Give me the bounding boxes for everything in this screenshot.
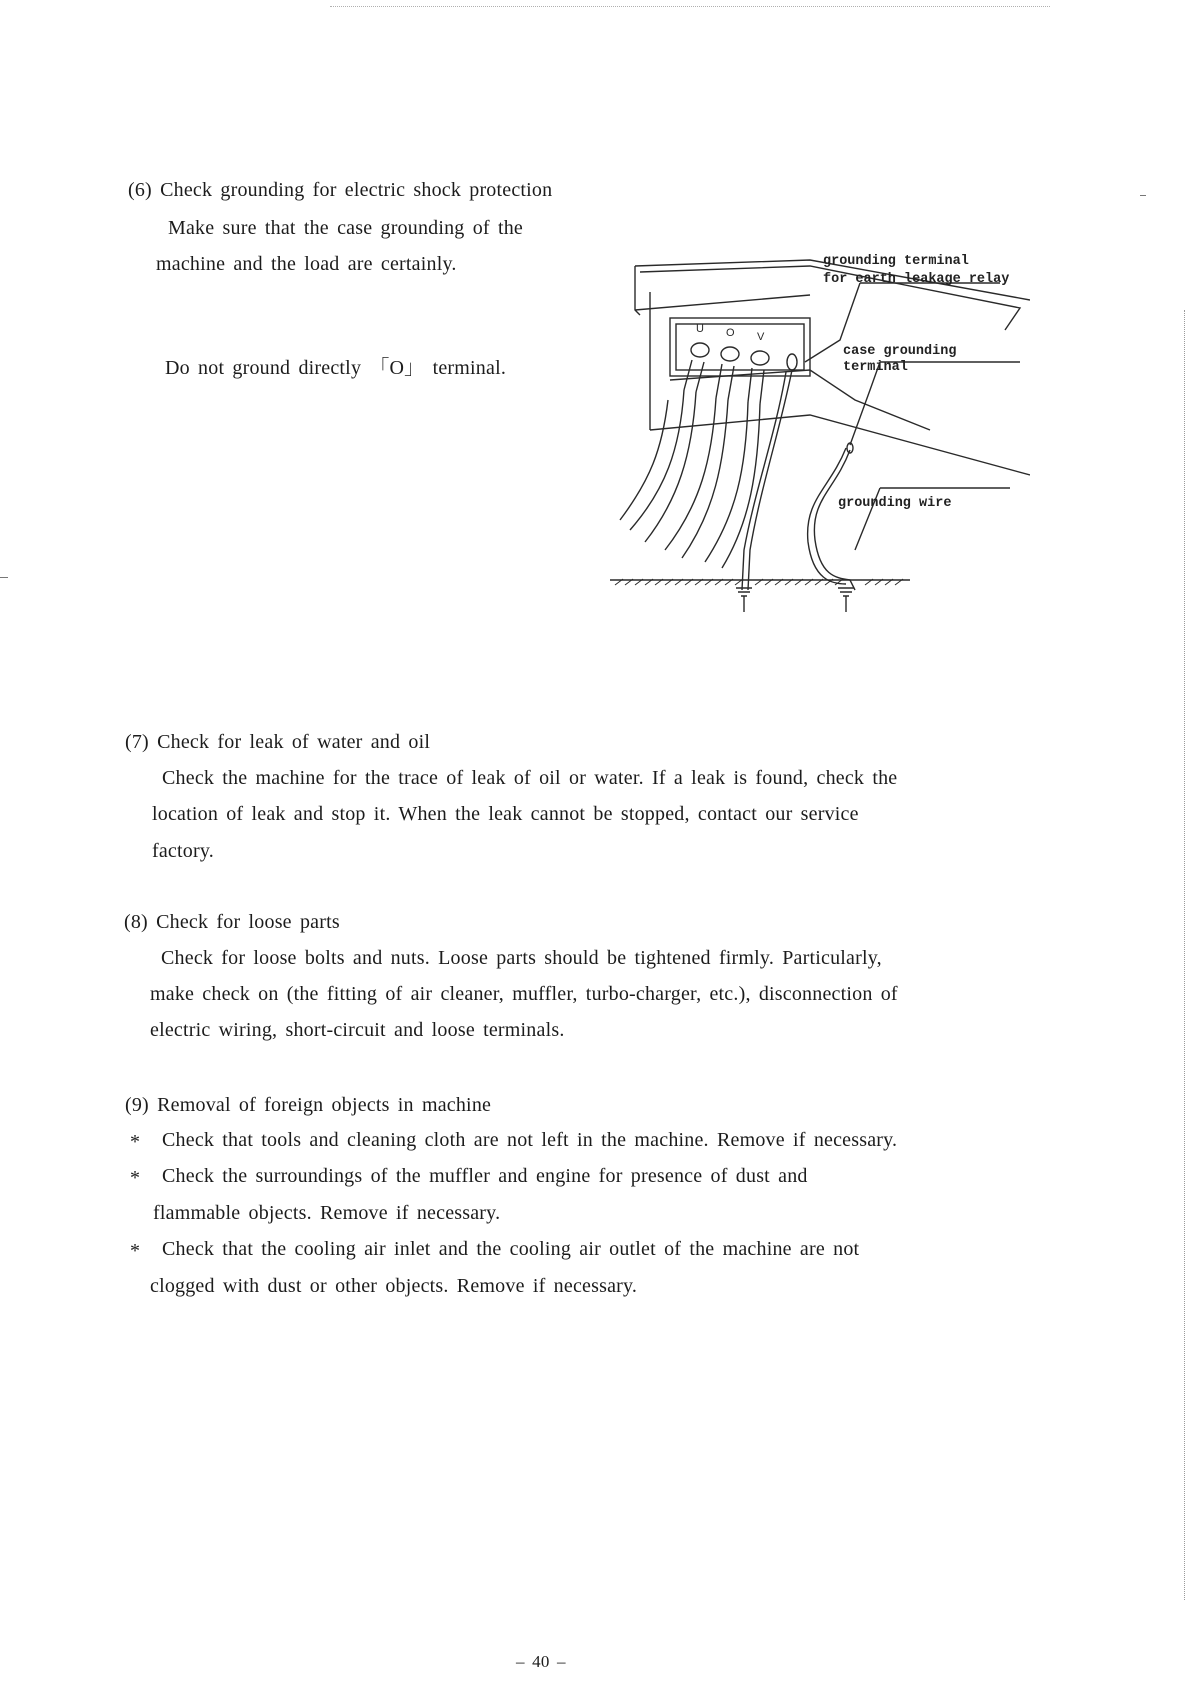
case-ground-wire-edge: [808, 448, 846, 584]
section-9-item: Check that the cooling air inlet and the cooling air outlet of the machine are not: [162, 1238, 860, 1260]
terminal-relay-post: [787, 354, 797, 370]
earth-symbol-right: [838, 588, 854, 612]
left-edge-mark: [0, 577, 8, 578]
label-case-grounding-terminal: terminal: [843, 360, 908, 375]
case-left-edge: [635, 266, 640, 315]
bullet-icon: *: [130, 1131, 141, 1153]
section-9-item: flammable objects. Remove if necessary.: [153, 1202, 501, 1224]
section-7-text: location of leak and stop it. When the leak cannot be stopped, contact our service: [152, 803, 859, 825]
cable-u: [630, 390, 684, 530]
section-9-heading: (9) Removal of foreign objects in machine: [125, 1094, 492, 1116]
section-9-item: clogged with dust or other objects. Remove if necessary.: [150, 1275, 638, 1297]
section-9-item: Check that tools and cleaning cloth are not left in the machine. Remove if necessary.: [162, 1129, 898, 1151]
relay-ground-wire: [748, 370, 792, 590]
cable-v-edge: [722, 404, 760, 568]
terminal-u-post: [691, 343, 709, 357]
label-case-grounding: case grounding: [843, 344, 957, 359]
cable-o: [665, 398, 716, 550]
cable-extra: [620, 400, 668, 520]
section-8-text: electric wiring, short-circuit and loose terminals.: [150, 1019, 565, 1041]
page-number: – 40 –: [516, 1652, 566, 1671]
cable-u-edge: [645, 392, 696, 542]
section-6-text: Make sure that the case grounding of the: [168, 217, 524, 239]
right-edge-mark: [1140, 195, 1146, 196]
label-grounding-wire: grounding wire: [838, 496, 952, 511]
label-grounding-terminal: grounding terminal: [823, 254, 969, 269]
terminal-v-post: [751, 351, 769, 365]
section-9-item: Check the surroundings of the muffler and engine for presence of dust and: [162, 1165, 808, 1187]
terminal-o-label: O: [726, 327, 735, 339]
earth-symbol-left: [736, 588, 752, 612]
section-6-text: machine and the load are certainly.: [156, 253, 457, 275]
section-7-text: Check the machine for the trace of leak of oil or water. If a leak is found, check the: [162, 767, 898, 789]
case-bottom-edge: [650, 415, 1030, 475]
section-6-warning: Do not ground directly 「O」 terminal.: [165, 357, 507, 379]
section-7-heading: (7) Check for leak of water and oil: [125, 731, 431, 753]
label-earth-leakage-relay: for earth leakage relay: [823, 272, 1010, 287]
terminal-v-label: V: [757, 331, 765, 343]
section-8-heading: (8) Check for loose parts: [124, 911, 340, 933]
section-8-text: make check on (the fitting of air cleaner, muffler, turbo-charger, etc.), disconnection of: [150, 983, 898, 1005]
grounding-diagram: [610, 250, 1030, 630]
bullet-icon: *: [130, 1240, 141, 1262]
case-roof-line: [635, 295, 810, 310]
section-8-text: Check for loose bolts and nuts. Loose parts should be tightened firmly. Particularly,: [161, 947, 882, 969]
top-scan-artifact: [330, 6, 1050, 7]
terminal-o-post: [721, 347, 739, 361]
section-7-text: factory.: [152, 840, 214, 862]
terminal-u-label: U: [696, 323, 704, 335]
section-6-heading: (6) Check grounding for electric shock protection: [128, 179, 553, 201]
case-panel-line: [670, 370, 930, 430]
bullet-icon: *: [130, 1167, 141, 1189]
right-margin-rule: [1184, 310, 1185, 1600]
